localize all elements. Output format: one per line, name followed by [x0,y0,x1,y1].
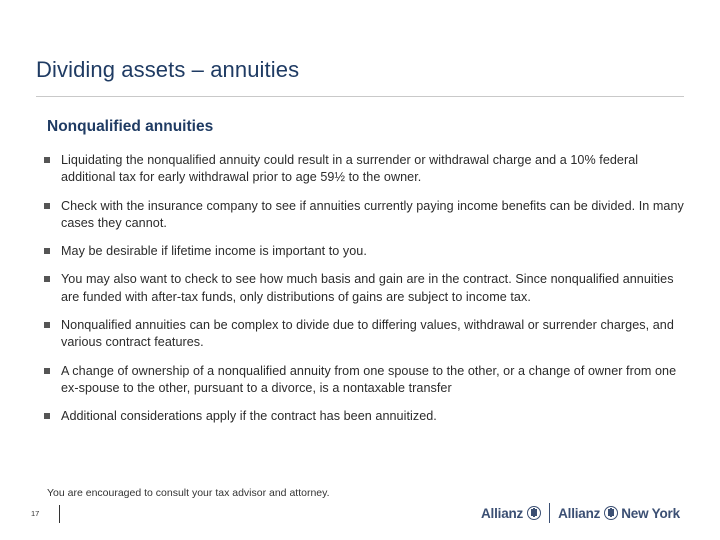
square-bullet-icon [44,276,50,282]
title-divider [36,96,684,97]
page-number-divider [59,505,60,523]
bullet-item [44,363,684,398]
footer-logos [481,502,680,524]
new-york-text: New York [621,505,680,521]
bullet-list [44,152,684,437]
allianz-logo-text: Allianz [481,505,524,521]
allianz-logo [481,506,541,521]
footnote: You are encouraged to consult your tax advisor and attorney. [47,487,330,499]
slide-title: Dividing assets – annuities [36,57,300,82]
square-bullet-icon [44,368,50,374]
bullet-item [44,243,684,260]
allianz-new-york-logo [558,506,680,521]
square-bullet-icon [44,322,50,328]
allianz-eagle-icon [604,506,618,520]
bullet-item [44,198,684,233]
bullet-item [44,152,684,187]
bullet-item [44,271,684,306]
allianz-eagle-icon [527,506,541,520]
square-bullet-icon [44,248,50,254]
square-bullet-icon [44,157,50,163]
bullet-text: Additional considerations apply if the contract has been annuitized. [61,409,437,424]
section-subtitle: Nonqualified annuities [47,118,214,135]
bullet-text: Liquidating the nonqualified annuity could result in a surrender or withdrawal charge and a 10% federal additional tax for early withdrawal prior to age 59½ to the owner. [61,153,639,185]
page-number: 17 [31,509,40,518]
allianz-ny-logo-text: Allianz [558,505,601,521]
logo-divider [549,503,550,523]
square-bullet-icon [44,203,50,209]
bullet-item [44,408,684,425]
bullet-text: Nonqualified annuities can be complex to divide due to differing values, withdrawal or surrender charges, and various contract features. [61,318,674,350]
bullet-text: May be desirable if lifetime income is important to you. [61,244,367,259]
bullet-item [44,317,684,352]
bullet-text: Check with the insurance company to see if annuities currently paying income benefits can be divided. In many cases they cannot. [61,198,684,230]
bullet-text: You may also want to check to see how much basis and gain are in the contract. Since nonqualified annuities are funded with after-tax funds, only distributions of gains are subject to income tax. [61,272,674,304]
square-bullet-icon [44,413,50,419]
bullet-text: A change of ownership of a nonqualified annuity from one spouse to the other, or a change of owner from one ex-spouse to the other, pursuant to a divorce, is a nontaxable transfer [61,363,677,395]
